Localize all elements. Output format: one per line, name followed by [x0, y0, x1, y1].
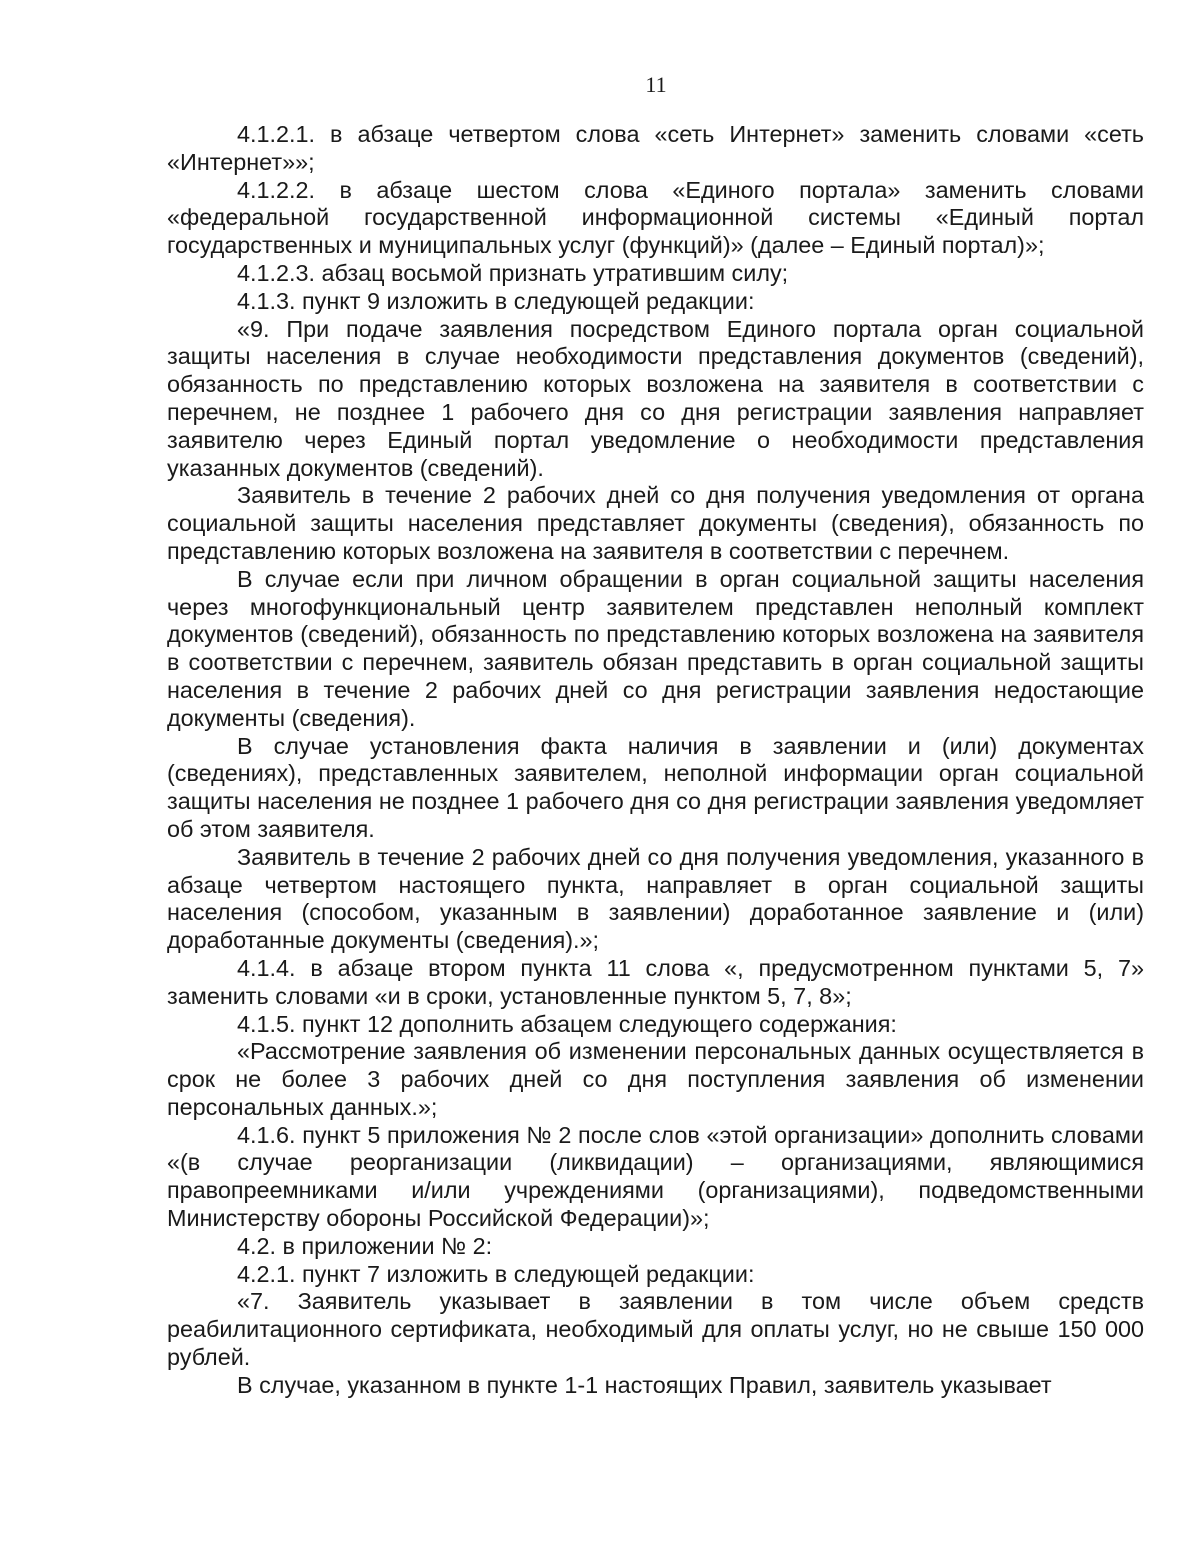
paragraph: В случае если при личном обращении в орган социальной защиты населения через многофункциональный центр заявителем представлен неполный комплект документов (сведений), обязанность по представлению которых возложена на заявителя в соответствии с перечнем, заявитель обязан представить в орган социальной защиты населения в течение 2 рабочих дней со дня регистрации заявления недостающие документы (сведения). [167, 565, 1144, 731]
paragraph: В случае, указанном в пункте 1-1 настоящих Правил, заявитель указывает [237, 1371, 1052, 1398]
paragraph: Заявитель в течение 2 рабочих дней со дня получения уведомления от органа социальной защиты населения представляет документы (сведения), обязанность по представлению которых возложена на заявителя в соответствии с перечнем. [167, 482, 1144, 564]
paragraph: В случае установления факта наличия в заявлении и (или) документах (сведениях), представленных заявителем, неполной информации орган социальной защиты населения не позднее 1 рабочего дня со дня регистрации заявления уведомляет об этом заявителя. [167, 732, 1144, 842]
paragraph: 4.1.2.2. в абзаце шестом слова «Единого портала» заменить словами «федеральной государственной информационной системы «Единый портал государственных и муниципальных услуг (функций)» (далее – Единый портал)»; [167, 176, 1144, 259]
paragraph: 4.1.2.1. в абзаце четвертом слова «сеть Интернет» заменить словами «сеть «Интернет»»; [167, 121, 1144, 175]
page-number: 11 [645, 72, 667, 97]
paragraph: 4.2.1. пункт 7 изложить в следующей редакции: [237, 1260, 755, 1287]
document-body [167, 121, 1144, 1400]
paragraph: Заявитель в течение 2 рабочих дней со дня получения уведомления, указанного в абзаце четвертом настоящего пункта, направляет в орган социальной защиты населения (способом, указанным в заявлении) доработанное заявление и (или) доработанные документы (сведения).»; [167, 843, 1144, 954]
paragraph: 4.1.3. пункт 9 изложить в следующей редакции: [237, 287, 755, 314]
paragraph: 4.1.5. пункт 12 дополнить абзацем следующего содержания: [237, 1010, 897, 1037]
paragraph: 4.2. в приложении № 2: [237, 1232, 493, 1259]
paragraph: «7. Заявитель указывает в заявлении в том числе объем средств реабилитационного сертификата, необходимый для оплаты услуг, но не свыше 150 000 рублей. [167, 1288, 1144, 1371]
paragraph: «9. При подаче заявления посредством Единого портала орган социальной защиты населения в случае необходимости представления документов (сведений), обязанность по представлению которых возложена на заявителя в соответствии с перечнем, не позднее 1 рабочего дня со дня регистрации заявления направляет заявителю через Единый портал уведомление о необходимости представления указанных документов (сведений). [167, 315, 1144, 481]
paragraph: 4.1.2.3. абзац восьмой признать утратившим силу; [237, 259, 789, 286]
paragraph: 4.1.6. пункт 5 приложения № 2 после слов «этой организации» дополнить словами «(в случае реорганизации (ликвидации) – организациями, являющимися правопреемниками и/или учреждениями (организациями), подведомственными Министерству обороны Российской Федерации)»; [167, 1121, 1144, 1232]
paragraph: «Рассмотрение заявления об изменении персональных данных осуществляется в срок не более 3 рабочих дней со дня поступления заявления об изменении персональных данных.»; [167, 1038, 1144, 1120]
paragraph: 4.1.4. в абзаце втором пункта 11 слова «, предусмотренном пунктами 5, 7» заменить словами «и в сроки, установленные пунктом 5, 7, 8»; [167, 954, 1144, 1009]
